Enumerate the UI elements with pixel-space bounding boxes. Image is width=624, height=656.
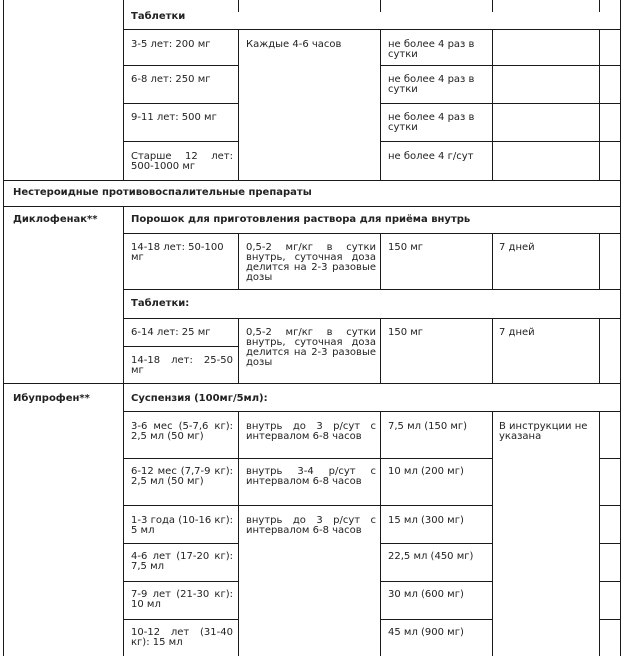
duration-cell: 7 дней — [499, 242, 535, 253]
table-rule — [3, 180, 620, 181]
table-rule — [599, 543, 620, 544]
dose-regimen-cell: внутрь 3-4 р/сут с интервалом 6-8 часов — [246, 466, 376, 487]
max-dose-cell: не более 4 г/сут — [388, 151, 474, 162]
drug-name-ibuprofen: Ибупрофен** — [13, 393, 90, 404]
age-dose-cell: 6-14 лет: 25 мг — [131, 327, 211, 338]
table-rule — [380, 65, 620, 66]
powder-header: Порошок для приготовления раствора для приёма внутрь — [131, 214, 471, 225]
max-dose-cell: 15 мл (300 мг) — [388, 515, 464, 526]
max-dose-cell: 22,5 мл (450 мг) — [388, 551, 474, 562]
table-rule — [380, 619, 493, 620]
table-rule — [238, 0, 239, 12]
max-dose-cell: не более 4 раз в сутки — [388, 39, 475, 60]
table-rule — [123, 383, 124, 656]
table-rule — [492, 411, 493, 656]
table-rule — [380, 318, 381, 383]
age-dose-cell: Старше 12 лет: 500-1000 мг — [131, 151, 233, 172]
age-dose-cell: 9-11 лет: 500 мг — [131, 112, 217, 123]
age-dose-cell: 3-5 лет: 200 мг — [131, 39, 211, 50]
table-rule — [123, 411, 620, 412]
table-rule — [599, 581, 620, 582]
age-dose-cell: 7-9 лет (21-30 кг): 10 мл — [131, 589, 233, 610]
dose-regimen-cell: 0,5-2 мг/кг в сутки внутрь, суточная доза делится на 2-3 разовые дозы — [246, 327, 376, 368]
table-rule — [599, 505, 620, 506]
max-dose-cell: 10 мл (200 мг) — [388, 466, 464, 477]
age-dose-cell: 14-18 лет: 50-100 мг — [131, 242, 224, 263]
table-rule — [599, 233, 600, 289]
table-rule — [123, 289, 620, 290]
table-rule — [380, 411, 381, 656]
tablets-header: Таблетки: — [131, 298, 190, 309]
table-rule — [123, 29, 620, 30]
table-rule — [238, 233, 239, 289]
table-rule — [3, 0, 4, 656]
table-rule — [238, 29, 239, 180]
table-rule — [380, 233, 381, 289]
age-dose-cell: 14-18 лет: 25-50 мг — [131, 355, 233, 376]
dose-regimen-cell: 0,5-2 мг/кг в сутки внутрь, суточная доза делится на 2-3 разовые дозы — [246, 242, 376, 283]
table-rule — [123, 505, 493, 506]
table-rule — [492, 0, 493, 12]
table-rule — [380, 581, 493, 582]
age-dose-cell: 4-6 лет (17-20 кг): 7,5 мл — [131, 551, 233, 572]
table-rule — [492, 29, 493, 180]
table-rule — [3, 206, 620, 207]
table-rule — [380, 103, 620, 104]
age-dose-cell: 6-8 лет: 250 мг — [131, 74, 211, 85]
table-rule — [380, 29, 381, 180]
table-rule — [123, 581, 238, 582]
table-rule — [123, 103, 238, 104]
table-rule — [599, 0, 600, 12]
table-rule — [123, 543, 238, 544]
table-rule — [599, 619, 620, 620]
table-rule — [599, 458, 620, 459]
duration-cell: 7 дней — [499, 327, 535, 338]
table-rule — [380, 0, 381, 12]
table-rule — [123, 318, 620, 319]
table-rule — [123, 0, 124, 180]
dose-regimen-cell: внутрь до 3 р/сут с интервалом 6-8 часов — [246, 421, 376, 442]
table-rule — [380, 543, 493, 544]
max-dose-cell: 30 мл (600 мг) — [388, 589, 464, 600]
max-dose-cell: не более 4 раз в сутки — [388, 74, 475, 95]
tablets-header: Таблетки — [131, 11, 186, 22]
frequency-cell: Каждые 4-6 часов — [246, 39, 342, 50]
suspension-header: Суспензия (100мг/5мл): — [131, 393, 268, 404]
table-rule — [492, 233, 493, 289]
age-dose-cell: 1-3 года (10-16 кг): 5 мл — [131, 515, 233, 536]
age-dose-cell: 10-12 лет (31-40 кг): 15 мл — [131, 627, 233, 648]
max-dose-cell: 150 мг — [388, 242, 424, 253]
section-heading-nsaid: Нестероидные противовоспалительные препараты — [13, 187, 312, 198]
table-rule — [123, 619, 238, 620]
max-dose-cell: 45 мл (900 мг) — [388, 627, 464, 638]
table-rule — [380, 141, 620, 142]
table-rule — [123, 65, 238, 66]
max-dose-cell: не более 4 раз в сутки — [388, 112, 475, 133]
duration-cell: В инструкции не указана — [499, 421, 588, 442]
table-rule — [620, 0, 621, 656]
table-rule — [123, 233, 620, 234]
age-dose-cell: 6-12 мес (7,7-9 кг): 2,5 мл (50 мг) — [131, 466, 233, 487]
max-dose-cell: 150 мг — [388, 327, 424, 338]
table-rule — [599, 411, 600, 656]
table-rule — [599, 29, 600, 180]
age-dose-cell: 3-6 мес (5-7,6 кг): 2,5 мл (50 мг) — [131, 421, 233, 442]
drug-name-diclofenac: Диклофенак** — [13, 214, 98, 225]
table-rule — [3, 383, 620, 384]
dose-regimen-cell: внутрь до 3 р/сут с интервалом 6-8 часов — [246, 515, 376, 536]
table-rule — [123, 458, 493, 459]
table-rule — [492, 318, 493, 383]
table-rule — [123, 206, 124, 383]
table-rule — [123, 141, 238, 142]
table-rule — [599, 318, 600, 383]
table-rule — [238, 411, 239, 656]
table-rule — [123, 346, 238, 347]
max-dose-cell: 7,5 мл (150 мг) — [388, 421, 468, 432]
table-rule — [238, 318, 239, 383]
